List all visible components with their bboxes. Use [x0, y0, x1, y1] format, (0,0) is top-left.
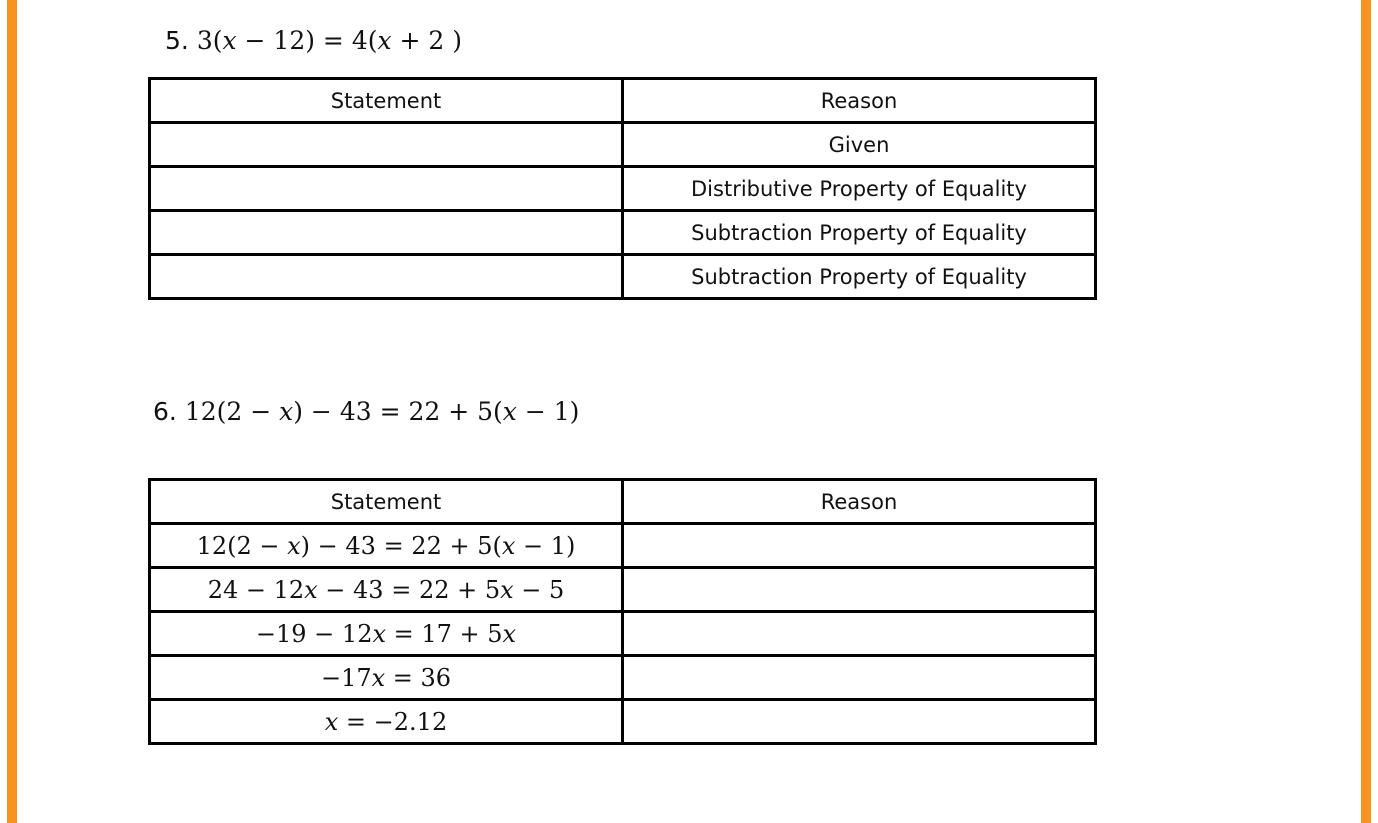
statement-cell: −19 − 12𝑥 = 17 + 5𝑥 — [150, 612, 623, 656]
reason-cell[interactable] — [623, 612, 1096, 656]
problem-6-number: 6. — [153, 397, 177, 426]
problem-5-number: 5. — [165, 26, 189, 55]
reason-cell: Subtraction Property of Equality — [623, 211, 1096, 255]
problem-6-equation: 12(2 − 𝑥) − 43 = 22 + 5(𝑥 − 1) — [184, 397, 580, 426]
reason-cell: Distributive Property of Equality — [623, 167, 1096, 211]
reason-cell[interactable] — [623, 656, 1096, 700]
statement-header: Statement — [150, 79, 623, 123]
statement-cell: −17𝑥 = 36 — [150, 656, 623, 700]
reason-header: Reason — [623, 79, 1096, 123]
problem-5-title — [165, 26, 462, 55]
table-row — [150, 524, 1096, 568]
reason-cell[interactable] — [623, 700, 1096, 744]
table-row — [150, 656, 1096, 700]
statement-cell: 12(2 − 𝑥) − 43 = 22 + 5(𝑥 − 1) — [150, 524, 623, 568]
statement-cell[interactable] — [150, 123, 623, 167]
problem-5-equation: 3(𝑥 − 12) = 4(𝑥 + 2 ) — [196, 26, 463, 55]
reason-cell[interactable] — [623, 524, 1096, 568]
table-row — [150, 123, 1096, 167]
statement-cell[interactable] — [150, 167, 623, 211]
statement-cell: 24 − 12𝑥 − 43 = 22 + 5𝑥 − 5 — [150, 568, 623, 612]
statement-cell[interactable] — [150, 211, 623, 255]
problem-6-proof-table — [148, 478, 1097, 745]
statement-cell: 𝑥 = −2.12 — [150, 700, 623, 744]
left-orange-border — [7, 0, 17, 823]
right-orange-border — [1361, 0, 1371, 823]
table-row — [150, 255, 1096, 299]
table-row — [150, 167, 1096, 211]
statement-cell[interactable] — [150, 255, 623, 299]
table-row — [150, 568, 1096, 612]
table-header-row — [150, 79, 1096, 123]
statement-header: Statement — [150, 480, 623, 524]
reason-header: Reason — [623, 480, 1096, 524]
table-row — [150, 700, 1096, 744]
reason-cell: Subtraction Property of Equality — [623, 255, 1096, 299]
reason-cell[interactable] — [623, 568, 1096, 612]
table-header-row — [150, 480, 1096, 524]
table-row — [150, 612, 1096, 656]
problem-6-title — [153, 397, 579, 426]
reason-cell: Given — [623, 123, 1096, 167]
problem-5-proof-table — [148, 77, 1097, 300]
table-row — [150, 211, 1096, 255]
